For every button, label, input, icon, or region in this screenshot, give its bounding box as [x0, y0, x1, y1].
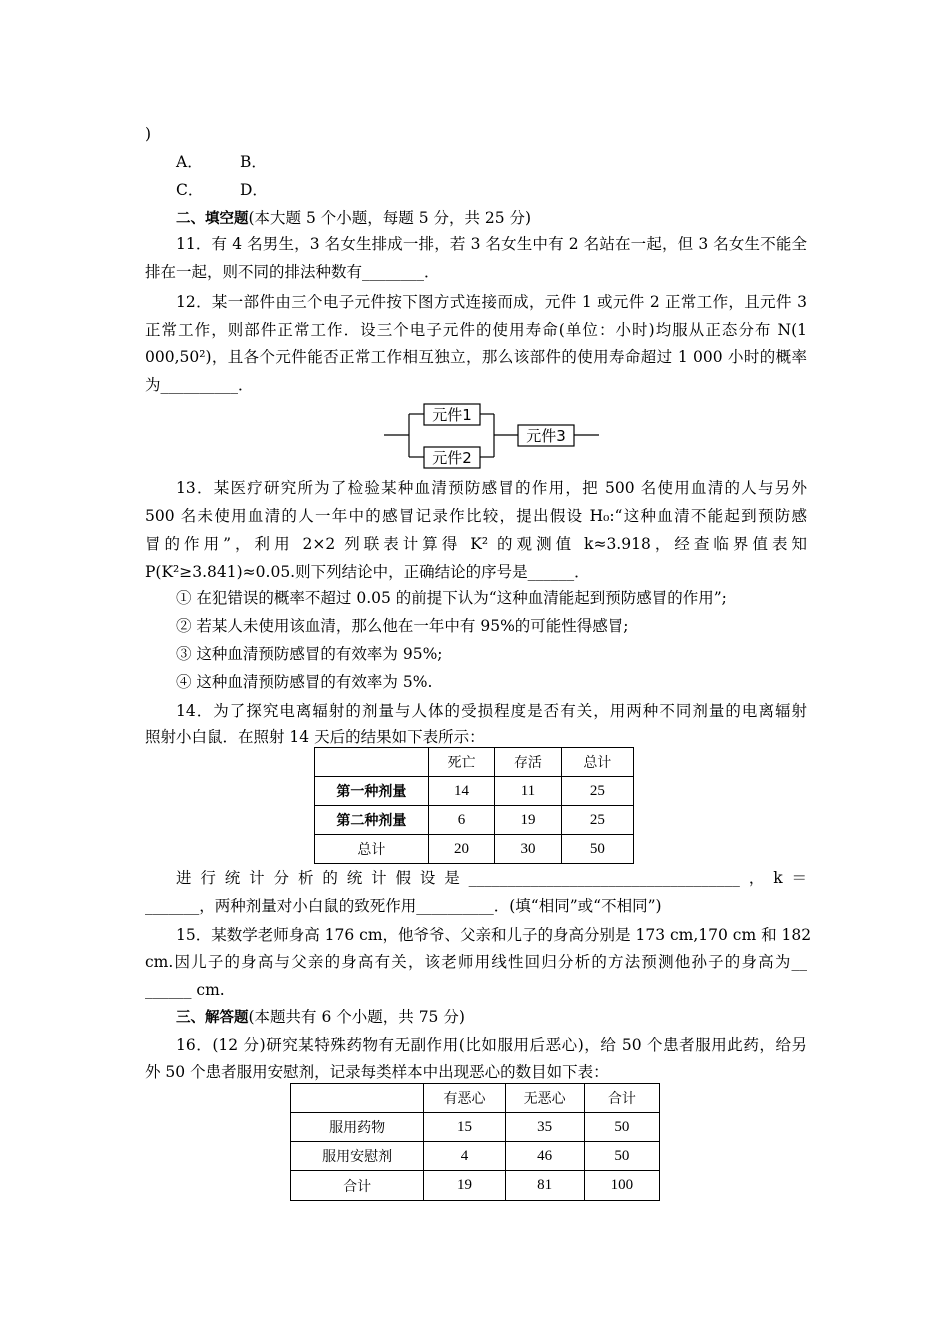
row-header: 第一种剂量 — [315, 777, 429, 806]
table-header: 死亡 — [428, 748, 494, 777]
table-cell: 35 — [505, 1113, 584, 1142]
option-b: B． — [240, 153, 267, 171]
table-row — [315, 748, 634, 777]
q15-line1: 15．某数学老师身高 176 cm，他爷爷、父亲和儿子的身高分别是 173 cm,170 cm 和 182 — [176, 926, 812, 944]
row-header: 服用药物 — [291, 1113, 424, 1142]
q16-line2: 外 50 个患者服用安慰剂，记录每类样本中出现恶心的数目如下表： — [145, 1063, 609, 1081]
table-cell: 100 — [584, 1171, 659, 1201]
table-header: 存活 — [495, 748, 561, 777]
section3-heading — [176, 1007, 807, 1028]
component-3-label: 元件3 — [526, 427, 566, 445]
q13-item-2: ② 若某人未使用该血清，那么他在一年中有 95%的可能性得感冒; — [176, 617, 629, 635]
q14-line2: 照射小白鼠．在照射 14 天后的结果如下表所示： — [145, 728, 485, 746]
q13-line3: 冒的作用”，利用 2×2 列联表计算得 K² 的观测值 k≈3.918，经查临界值表知 — [145, 535, 807, 553]
section2-title: 二、填空题 — [176, 211, 249, 227]
table-cell: 11 — [495, 777, 561, 806]
option-a: A． — [176, 153, 203, 171]
row-header: 合计 — [291, 1171, 424, 1201]
q12-line4: 为__________． — [145, 376, 254, 394]
table-cell: 25 — [561, 806, 633, 835]
table-cell: 81 — [505, 1171, 584, 1201]
q13-item-4: ④ 这种血清预防感冒的有效率为 5%. — [176, 673, 433, 691]
table-row — [291, 1113, 660, 1142]
table-cell: 19 — [424, 1171, 505, 1201]
table-cell: 6 — [428, 806, 494, 835]
q12-line1: 12．某一部件由三个电子元件按下图方式连接而成，元件 1 或元件 2 正常工作，且元件 3 — [176, 293, 807, 311]
table-row — [291, 1142, 660, 1171]
row-header: 第二种剂量 — [315, 806, 429, 835]
q11-line1: 11．有 4 名男生，3 名女生排成一排，若 3 名女生中有 2 名站在一起，但 3 名女生不能全 — [176, 235, 807, 253]
row-header: 服用安慰剂 — [291, 1142, 424, 1171]
q15-line3: ______ cm. — [145, 981, 225, 999]
section2-heading — [176, 208, 807, 229]
section3-note: (本题共有 6 个小题，共 75 分) — [248, 1008, 465, 1026]
table-row — [291, 1084, 660, 1113]
table-header: 有恶心 — [424, 1084, 505, 1113]
table-header: 无恶心 — [505, 1084, 584, 1113]
q13-line1: 13．某医疗研究所为了检验某种血清预防感冒的作用，把 500 名使用血清的人与另外 — [176, 479, 807, 497]
table-row — [315, 777, 634, 806]
table-cell: 50 — [584, 1113, 659, 1142]
table-cell: 46 — [505, 1142, 584, 1171]
table-cell: 19 — [495, 806, 561, 835]
component-2-label: 元件2 — [432, 449, 472, 467]
table-cell: 14 — [428, 777, 494, 806]
q16-table — [290, 1083, 660, 1201]
q12-line3: 000,50²)，且各个元件能否正常工作相互独立，那么该部件的使用寿命超过 1 000 小时的概率 — [145, 348, 807, 366]
q12-line2: 正常工作，则部件正常工作．设三个电子元件的使用寿命(单位：小时)均服从正态分布 N(1 — [145, 321, 807, 339]
q11-line2: 排在一起，则不同的排法种数有________． — [145, 263, 440, 281]
q13-item-3: ③ 这种血清预防感冒的有效率为 95%; — [176, 645, 443, 663]
q14-after1: 进行统计分析的统计假设是___________________________________，k＝ — [176, 869, 807, 887]
section3-title: 三、解答题 — [176, 1010, 249, 1026]
section2-note: (本大题 5 个小题，每题 5 分，共 25 分) — [248, 209, 532, 227]
row-header: 总计 — [315, 835, 429, 864]
option-c: C． — [176, 181, 204, 199]
table-header: 总计 — [561, 748, 633, 777]
table-row — [291, 1171, 660, 1201]
table-cell: 50 — [584, 1142, 659, 1171]
table-cell: 15 — [424, 1113, 505, 1142]
table-row — [315, 835, 634, 864]
table-cell — [291, 1084, 424, 1113]
q16-line1: 16．(12 分)研究某特殊药物有无副作用(比如服用后恶心)，给 50 个患者服用此药，给另 — [176, 1036, 807, 1054]
q13-line4: P(K²≥3.841)≈0.05.则下列结论中，正确结论的序号是______． — [145, 563, 590, 581]
table-cell: 20 — [428, 835, 494, 864]
component-1-label: 元件1 — [432, 406, 472, 424]
table-cell: 50 — [561, 835, 633, 864]
q14-line1: 14．为了探究电离辐射的剂量与人体的受损程度是否有关，用两种不同剂量的电离辐射 — [176, 702, 807, 720]
table-cell: 4 — [424, 1142, 505, 1171]
table-row — [315, 806, 634, 835]
q14-after2: _______，两种剂量对小白鼠的致死作用__________．(填“相同”或“不相同”) — [145, 897, 662, 915]
circuit-diagram — [384, 403, 600, 471]
table-cell: 30 — [495, 835, 561, 864]
q13-line2: 500 名未使用血清的人一年中的感冒记录作比较，提出假设 H₀:“这种血清不能起到预防感 — [145, 507, 807, 525]
closing-paren: ) — [145, 125, 152, 143]
q15-line2: cm.因儿子的身高与父亲的身高有关，该老师用线性回归分析的方法预测他孙子的身高为__ — [145, 953, 807, 971]
q13-item-1: ① 在犯错误的概率不超过 0.05 的前提下认为“这种血清能起到预防感冒的作用”; — [176, 589, 727, 607]
option-d: D． — [240, 181, 268, 199]
table-cell — [315, 748, 429, 777]
q14-table — [314, 747, 634, 864]
table-header: 合计 — [584, 1084, 659, 1113]
table-cell: 25 — [561, 777, 633, 806]
